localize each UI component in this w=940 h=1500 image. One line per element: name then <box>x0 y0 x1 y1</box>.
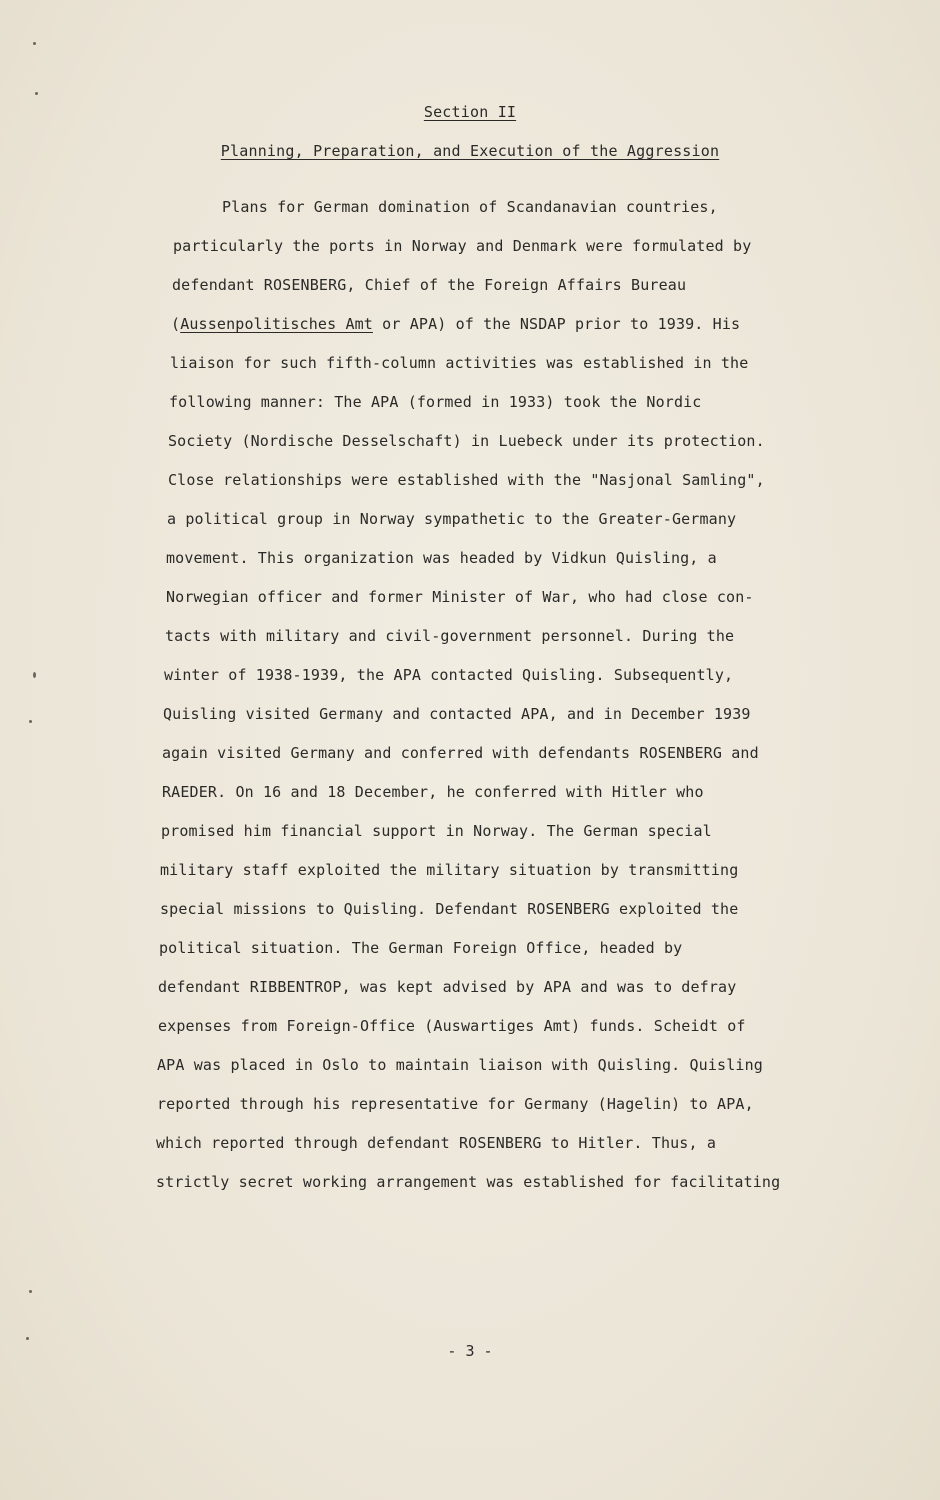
margin-speck <box>29 720 32 723</box>
margin-speck <box>29 1290 32 1293</box>
body-line-17: promised him financial support in Norway. The German special <box>161 822 712 840</box>
subtitle-text: Planning, Preparation, and Execution of the Aggression <box>220 142 720 160</box>
body-line-16: RAEDER. On 16 and 18 December, he conferred with Hitler who <box>162 783 704 801</box>
body-line-10: movement. This organization was headed by Vidkun Quisling, a <box>166 549 717 567</box>
body-line-23: APA was placed in Oslo to maintain liaison with Quisling. Quisling <box>157 1056 763 1074</box>
body-line-5: liaison for such fifth-column activities was established in the <box>170 354 749 372</box>
body-line-3: defendant ROSENBERG, Chief of the Foreign Affairs Bureau <box>172 276 687 294</box>
body-line-4-rest: or APA) of the NSDAP prior to 1939. His <box>372 315 741 333</box>
body-line-13: winter of 1938-1939, the APA contacted Quisling. Subsequently, <box>164 666 734 684</box>
margin-speck <box>26 1337 29 1340</box>
body-line-12: tacts with military and civil-government personnel. During the <box>165 627 735 645</box>
body-line-22: expenses from Foreign-Office (Auswartiges Amt) funds. Scheidt of <box>158 1017 746 1035</box>
body-line-7: Society (Nordische Desselschaft) in Luebeck under its protection. <box>168 432 765 450</box>
underlined-term: Aussenpolitisches Amt <box>180 315 373 333</box>
body-line-9: a political group in Norway sympathetic to the Greater-Germany <box>167 510 737 528</box>
margin-speck <box>33 672 36 678</box>
body-line-18: military staff exploited the military situation by transmitting <box>160 861 739 879</box>
section-heading <box>0 103 940 121</box>
section-subtitle <box>0 142 940 160</box>
body-line-1: Plans for German domination of Scandanavian countries, <box>222 198 718 216</box>
body-line-6: following manner: The APA (formed in 1933) took the Nordic <box>169 393 702 411</box>
body-line-8: Close relationships were established with the "Nasjonal Samling", <box>168 471 765 489</box>
open-paren: ( <box>171 315 181 333</box>
body-line-21: defendant RIBBENTROP, was kept advised by APA and was to defray <box>158 978 737 996</box>
body-line-14: Quisling visited Germany and contacted APA, and in December 1939 <box>163 705 751 723</box>
body-line-20: political situation. The German Foreign Office, headed by <box>159 939 683 957</box>
margin-speck <box>35 92 38 95</box>
body-line-11: Norwegian officer and former Minister of War, who had close con- <box>166 588 754 606</box>
body-line-19: special missions to Quisling. Defendant ROSENBERG exploited the <box>160 900 739 918</box>
body-line-2: particularly the ports in Norway and Denmark were formulated by <box>173 237 752 255</box>
margin-speck <box>33 42 36 45</box>
body-line-25: which reported through defendant ROSENBERG to Hitler. Thus, a <box>156 1134 717 1152</box>
body-line-24: reported through his representative for Germany (Hagelin) to APA, <box>157 1095 754 1113</box>
body-line-15: again visited Germany and conferred with defendants ROSENBERG and <box>162 744 759 762</box>
section-title: Section II <box>423 103 517 121</box>
body-line-4 <box>171 315 740 333</box>
page-number: - 3 - <box>447 1342 493 1360</box>
body-line-26: strictly secret working arrangement was established for facilitating <box>156 1173 781 1191</box>
